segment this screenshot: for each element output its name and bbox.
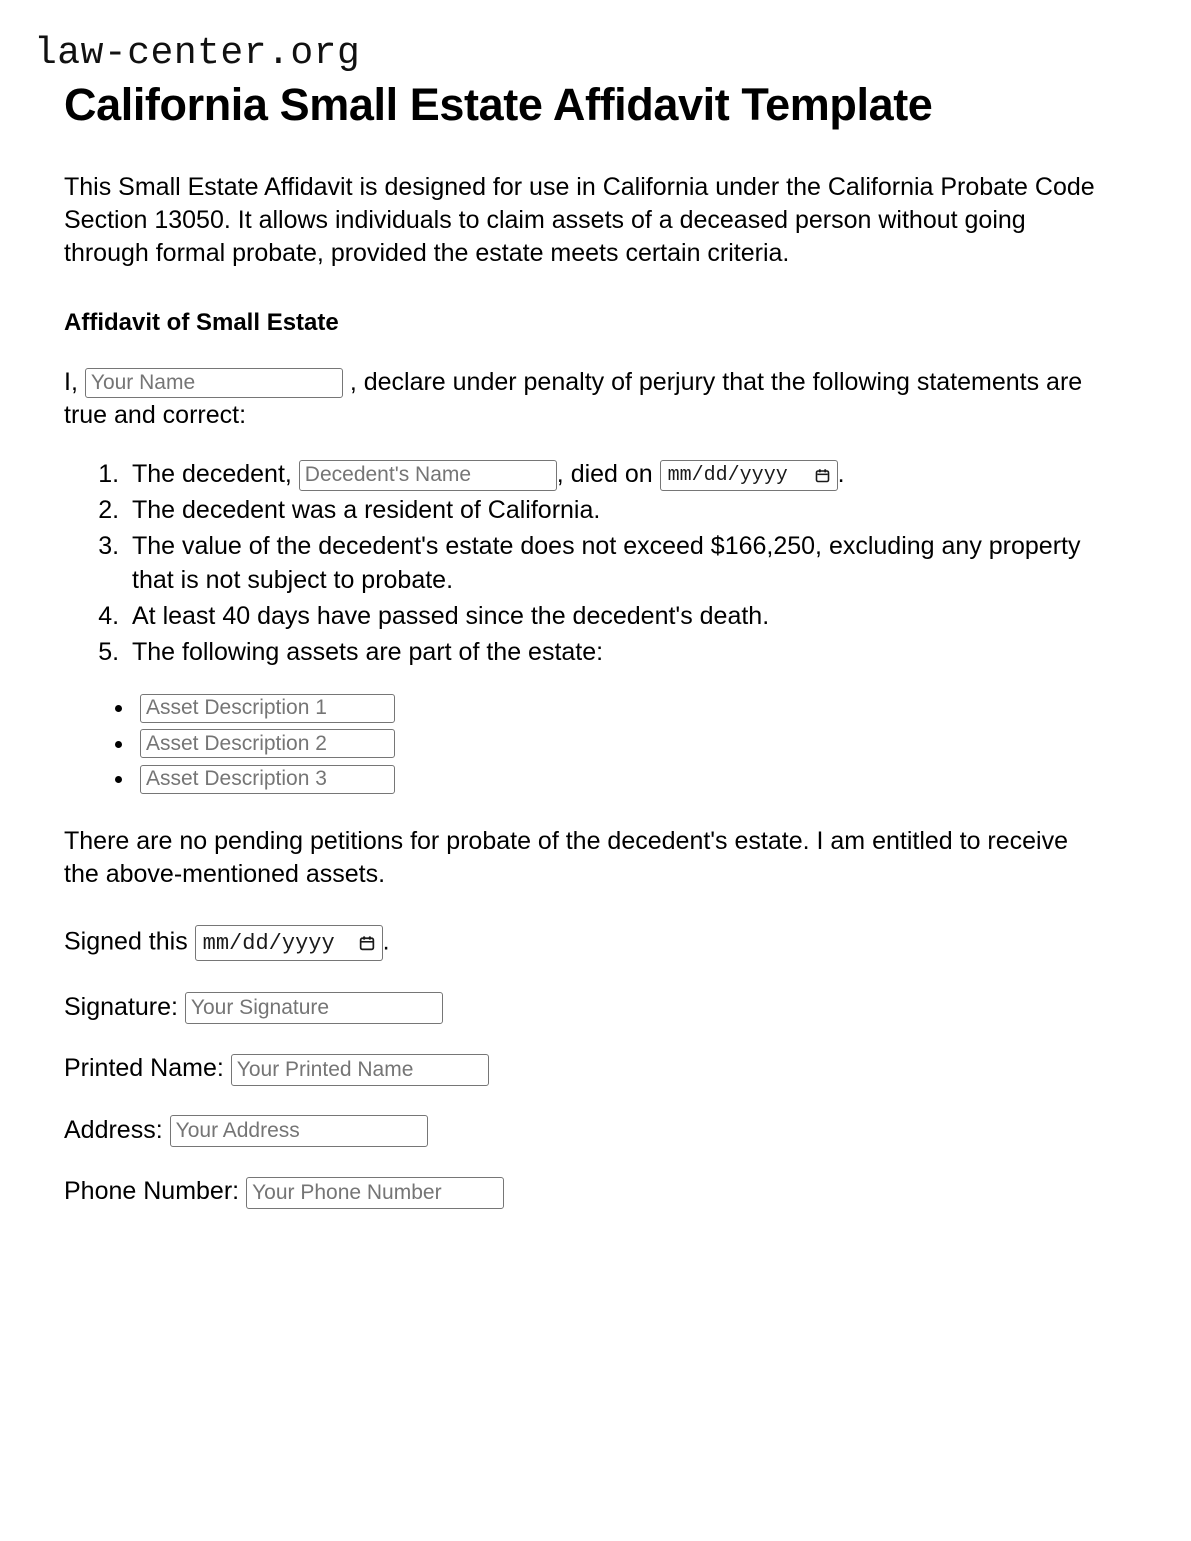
phone-number-input[interactable]: [246, 1177, 504, 1209]
list-item: [136, 727, 1131, 760]
declaration-paragraph: [64, 366, 1124, 434]
signed-date-input[interactable]: [195, 925, 383, 961]
closing-paragraph: There are no pending petitions for probate of the decedent's estate. I am entitled to receive the above-mentioned assets.: [64, 826, 1069, 888]
signed-date-value: mm/dd/yyyy: [202, 930, 335, 956]
date-of-death-value: mm/dd/yyyy: [667, 463, 788, 487]
statement-item-4: 4. At least 40 days have passed since the decedent's death.: [126, 599, 1102, 633]
address-row: [64, 1114, 1131, 1147]
assets-list: [64, 691, 1131, 795]
statement-item-2: 2. The decedent was a resident of California.: [126, 493, 1102, 527]
section-heading-affidavit: Affidavit of Small Estate: [64, 308, 339, 336]
printed-name-row: [64, 1052, 1131, 1085]
declaration-suffix: , declare under penalty of perjury that the following statements are true and correct:: [64, 367, 1083, 430]
list-item: [136, 691, 1131, 724]
signature-label: Signature:: [64, 993, 178, 1022]
statement-item-3: 3. The value of the decedent's estate does not exceed $166,250, excluding any property that is not subject to probate.: [126, 529, 1102, 597]
intro-paragraph: This Small Estate Affidavit is designed for use in California under the California Probate Code Section 13050. It allows individuals to claim assets of a deceased person without going through formal probate, provided the estate meets certain criteria.: [64, 172, 1095, 268]
statements-list: [64, 457, 1131, 669]
signed-this-label: Signed this: [64, 927, 188, 956]
signed-period: .: [382, 927, 390, 956]
phone-number-row: [64, 1175, 1131, 1208]
printed-name-input[interactable]: [231, 1054, 489, 1086]
statement-item-5: 5. The following assets are part of the estate:: [126, 635, 1102, 669]
printed-name-label: Printed Name:: [64, 1054, 224, 1083]
site-url: law-center.org: [34, 32, 361, 75]
asset-description-3-input[interactable]: [140, 765, 395, 794]
your-name-input[interactable]: [85, 368, 343, 398]
address-label: Address:: [64, 1115, 163, 1144]
date-of-death-input[interactable]: [660, 460, 838, 491]
statement-1-prefix: The decedent,: [132, 460, 292, 489]
calendar-icon[interactable]: [814, 467, 831, 484]
declaration-prefix: I,: [64, 367, 78, 396]
signature-input[interactable]: [185, 992, 443, 1024]
asset-description-2-input[interactable]: [140, 729, 395, 758]
asset-description-1-input[interactable]: [140, 694, 395, 723]
statement-item-1: [126, 457, 1102, 491]
phone-number-label: Phone Number:: [64, 1177, 240, 1206]
signed-date-row: [64, 925, 1131, 961]
signature-row: [64, 991, 1131, 1024]
page-title: California Small Estate Affidavit Template: [64, 78, 933, 130]
document-content: [34, 78, 1131, 1209]
list-item: [136, 762, 1131, 795]
statement-1-suffix: .: [837, 460, 845, 489]
address-input[interactable]: [170, 1115, 428, 1147]
calendar-icon[interactable]: [358, 934, 376, 952]
decedent-name-input[interactable]: [299, 460, 557, 491]
statement-1-middle: , died on: [556, 460, 653, 489]
